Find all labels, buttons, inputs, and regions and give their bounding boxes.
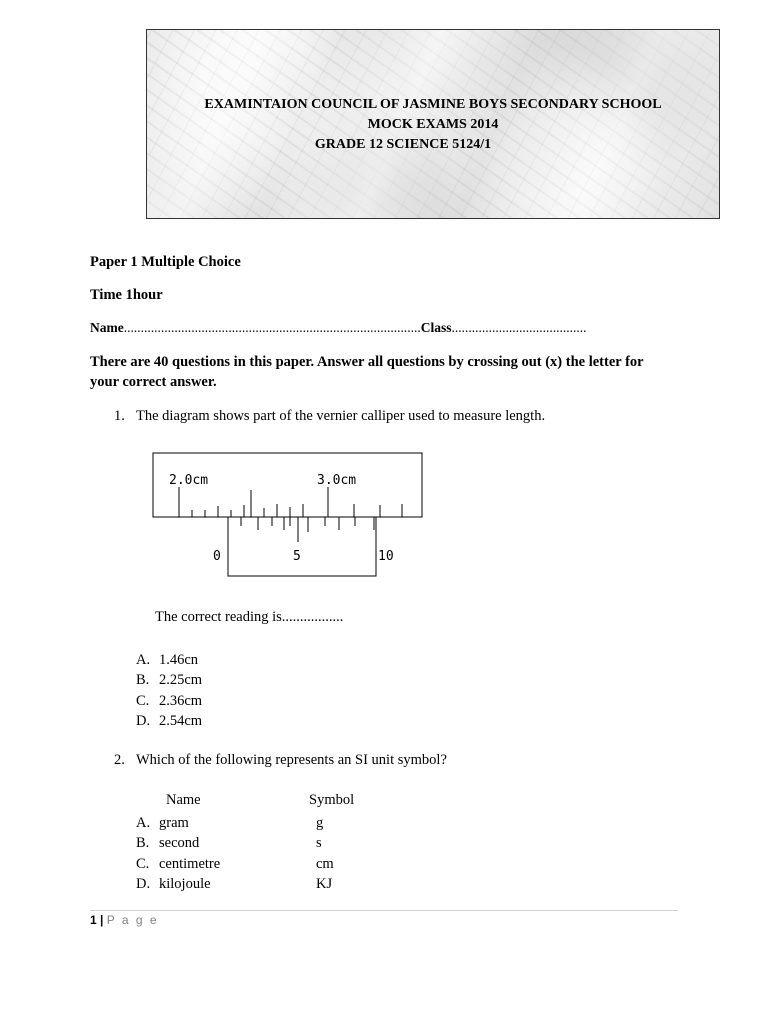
- vernier-caliper-diagram: [150, 450, 426, 580]
- question-2-options: [136, 813, 436, 894]
- class-label: Class: [420, 320, 452, 335]
- option-d[interactable]: D. kilojoule KJ: [136, 875, 333, 892]
- question-1-number: 1.: [114, 408, 125, 424]
- exam-header-box: [146, 29, 720, 219]
- exam-header-text: [147, 95, 719, 155]
- footer-rule: [90, 910, 678, 911]
- main-scale-label-2cm: 2.0cm: [169, 473, 209, 488]
- question-2-number: 2.: [114, 752, 125, 768]
- time-allowed: Time 1hour: [90, 287, 163, 303]
- option-d[interactable]: D. 2.54cm: [136, 712, 203, 729]
- page-footer: [90, 913, 159, 927]
- page-number: 1: [90, 913, 97, 927]
- main-scale-label-3cm: 3.0cm: [317, 473, 357, 488]
- paper-title: Paper 1 Multiple Choice: [90, 254, 241, 270]
- question-1-text: The diagram shows part of the vernier calliper used to measure length.: [136, 408, 546, 424]
- vernier-label-10: 10: [378, 549, 394, 564]
- header-line-mock: MOCK EXAMS 2014: [367, 117, 499, 132]
- header-line-council: EXAMINTAION COUNCIL OF JASMINE BOYS SECONDARY SCHOOL: [204, 97, 662, 112]
- class-field[interactable]: ........................................: [451, 320, 587, 335]
- instructions-line-1: There are 40 questions in this paper. Answer all questions by crossing out (x) the letter for: [90, 354, 644, 370]
- option-a[interactable]: A. gram g: [136, 815, 324, 831]
- option-c[interactable]: C. 2.36cm: [136, 692, 203, 709]
- page-word: P a g e: [106, 913, 159, 927]
- name-class-line: [90, 320, 587, 336]
- question-1-prompt: The correct reading is.................: [155, 609, 344, 625]
- option-c[interactable]: C. centimetre cm: [136, 855, 334, 872]
- header-line-grade: GRADE 12 SCIENCE 5124/1: [314, 137, 492, 152]
- footer-separator: |: [100, 913, 104, 927]
- instructions-line-2: your correct answer.: [90, 374, 217, 390]
- option-a[interactable]: A. 1.46cn: [136, 652, 199, 668]
- column-header-symbol: Symbol: [309, 792, 355, 808]
- name-field[interactable]: ........................................................................................: [123, 320, 421, 335]
- name-label: Name: [90, 320, 124, 335]
- vernier-scale: [228, 517, 376, 576]
- vernier-label-5: 5: [293, 549, 301, 564]
- question-2-text: Which of the following represents an SI unit symbol?: [136, 752, 447, 768]
- question-1-options: [136, 650, 202, 731]
- vernier-label-0: 0: [213, 549, 221, 564]
- column-header-name: Name: [166, 792, 201, 808]
- option-b[interactable]: B. second s: [136, 835, 322, 852]
- option-b[interactable]: B. 2.25cm: [136, 672, 203, 689]
